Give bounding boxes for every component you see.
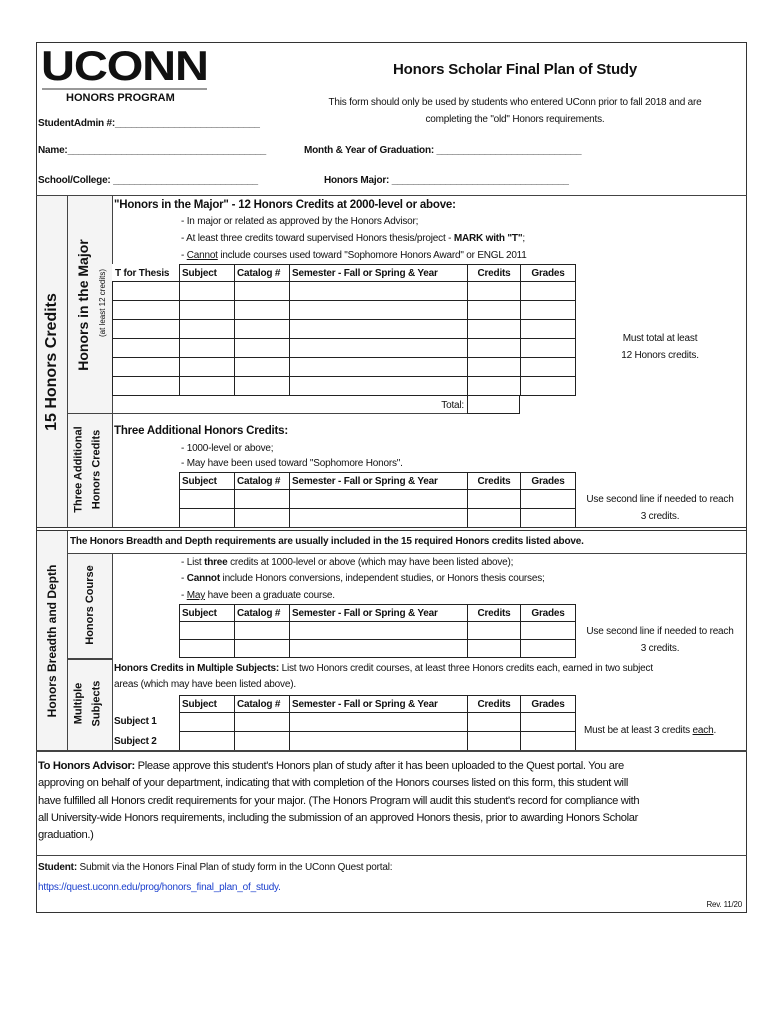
catalog-input[interactable] <box>234 319 290 339</box>
catalog-input[interactable] <box>234 731 290 751</box>
name-field[interactable]: Name:_____________________________________ <box>38 145 266 156</box>
graduation-field[interactable]: Month & Year of Graduation: ___________________________ <box>304 145 582 156</box>
section-divider <box>112 413 467 414</box>
breadth-bullet-2 <box>181 573 545 584</box>
credits-input[interactable] <box>467 639 521 658</box>
credits-input[interactable] <box>467 357 521 377</box>
catalog-input[interactable] <box>234 281 290 301</box>
additional-label-1: Three Additional <box>72 426 85 513</box>
catalog-input[interactable] <box>234 639 290 658</box>
credits-input[interactable] <box>467 731 521 751</box>
fifteen-credits-label: 15 Honors Credits <box>43 293 60 431</box>
logo-subtitle: HONORS PROGRAM <box>66 92 175 104</box>
total-credits-input[interactable] <box>467 395 520 414</box>
multiple-heading-bold: Honors Credits in Multiple Subjects: <box>114 663 280 674</box>
column-header-grades: Grades <box>520 695 576 713</box>
advisor-label: To Honors Advisor: <box>38 760 135 772</box>
text: Please approve this student's Honors plan of study after it has been uploaded to the Quest portal. You are <box>134 760 624 772</box>
semester-input[interactable] <box>289 712 468 732</box>
thesis-input[interactable] <box>112 300 180 320</box>
grades-input[interactable] <box>520 319 576 339</box>
semester-input[interactable] <box>289 621 468 640</box>
multiple-heading-line2: areas (which may have been listed above). <box>114 679 296 690</box>
column-header-subject: Subject <box>179 604 235 622</box>
thesis-input[interactable] <box>112 319 180 339</box>
text: - <box>181 573 187 584</box>
grades-input[interactable] <box>520 357 576 377</box>
subject-input[interactable] <box>179 357 235 377</box>
grades-input[interactable] <box>520 281 576 301</box>
advisor-line: all University-wide Honors requirements, including the submission of an approved Honors thesis, prior to awarding Honors Scholar <box>38 811 639 824</box>
double-divider <box>36 527 747 528</box>
grades-input[interactable] <box>520 621 576 640</box>
major-heading: "Honors in the Major" - 12 Honors Credits at 2000-level or above: <box>114 199 456 211</box>
column-header-thesis: T for Thesis <box>112 264 180 282</box>
catalog-input[interactable] <box>234 357 290 377</box>
column-header-subject: Subject <box>179 695 235 713</box>
multiple-note <box>584 725 716 736</box>
multiple-subjects-label-2: Subjects <box>90 680 103 727</box>
catalog-input[interactable] <box>234 621 290 640</box>
subject-input[interactable] <box>179 621 235 640</box>
section-divider <box>36 195 747 196</box>
breadth-heading: The Honors Breadth and Depth requirements are usually included in the 15 required Honors credits listed above. <box>70 536 584 547</box>
grades-input[interactable] <box>520 376 576 396</box>
breadth-depth-label: Honors Breadth and Depth <box>45 564 59 718</box>
credits-input[interactable] <box>467 300 521 320</box>
column-header-semester: Semester - Fall or Spring & Year <box>289 695 468 713</box>
advisor-line: approving on behalf of your department, indicating that with completion of the Honors courses listed on this form, this student will <box>38 777 628 790</box>
column-header-semester: Semester - Fall or Spring & Year <box>289 264 468 282</box>
student-label: Student: <box>38 862 77 873</box>
subject-input[interactable] <box>179 489 235 509</box>
column-header-credits: Credits <box>467 472 521 490</box>
cannot-text: Cannot <box>186 250 218 261</box>
additional-note <box>575 491 745 525</box>
credits-input[interactable] <box>467 376 521 396</box>
catalog-input[interactable] <box>234 489 290 509</box>
column-header-semester: Semester - Fall or Spring & Year <box>289 604 468 622</box>
major-bullet-3 <box>181 250 527 261</box>
thesis-input[interactable] <box>112 338 180 358</box>
text: credits at 1000-level or above (which may have been listed above); <box>227 557 514 568</box>
honors-major-sublabel: (at least 12 credits) <box>98 268 107 338</box>
catalog-input[interactable] <box>234 376 290 396</box>
breadth-bullet-1 <box>181 557 513 568</box>
may-text: May <box>186 590 206 601</box>
catalog-input[interactable] <box>234 300 290 320</box>
note-line: Must total at least <box>622 333 698 344</box>
page-title: Honors Scholar Final Plan of Study <box>392 61 638 78</box>
honors-major-label: Honors in the Major <box>75 239 91 371</box>
column-header-catalog: Catalog # <box>234 264 290 282</box>
thesis-input[interactable] <box>112 281 180 301</box>
credits-input[interactable] <box>467 338 521 358</box>
semester-input[interactable] <box>289 319 468 339</box>
grades-input[interactable] <box>520 508 576 528</box>
column-header-catalog: Catalog # <box>234 604 290 622</box>
text: include courses used toward "Sophomore Honors Award" or ENGL 2011 <box>217 250 527 261</box>
side-divider <box>67 195 68 528</box>
text: . <box>713 725 717 736</box>
cannot-text: Cannot <box>186 573 220 584</box>
note-line: 3 credits. <box>640 511 680 522</box>
semester-input[interactable] <box>289 357 468 377</box>
student-instruction <box>38 862 392 873</box>
subject-input[interactable] <box>179 731 235 751</box>
student-admin-field[interactable]: StudentAdmin #:___________________________ <box>38 118 260 129</box>
major-bullet-2 <box>181 233 525 244</box>
form-subtitle-1: This form should only be used by students who entered UConn prior to fall 2018 and are <box>328 97 702 108</box>
catalog-input[interactable] <box>234 508 290 528</box>
additional-heading: Three Additional Honors Credits: <box>114 425 288 437</box>
column-header-catalog: Catalog # <box>234 695 290 713</box>
column-header-credits: Credits <box>467 695 521 713</box>
text: Submit via the Honors Final Plan of study form in the UConn Quest portal: <box>76 862 393 873</box>
thesis-input[interactable] <box>112 376 180 396</box>
text: List two Honors credit courses, at least three Honors credits each, earned in two subject <box>279 663 653 674</box>
subject-input[interactable] <box>179 712 235 732</box>
mark-with-t: MARK with "T" <box>453 233 523 244</box>
revision-label: Rev. 11/20 <box>706 900 742 909</box>
text: have been a graduate course. <box>205 590 335 601</box>
note-line: 3 credits. <box>640 643 680 654</box>
subject-input[interactable] <box>179 281 235 301</box>
grades-input[interactable] <box>520 338 576 358</box>
credits-input[interactable] <box>467 489 521 509</box>
semester-input[interactable] <box>289 376 468 396</box>
section-divider <box>67 553 747 554</box>
section-divider <box>67 658 112 660</box>
text: include Honors conversions, independent studies, or Honors thesis courses; <box>219 573 545 584</box>
subject-1-label: Subject 1 <box>114 716 157 727</box>
additional-bullet-1: - 1000-level or above; <box>181 443 274 454</box>
grades-input[interactable] <box>520 731 576 751</box>
text: - At least three credits toward supervised Honors thesis/project - <box>181 233 454 244</box>
semester-input[interactable] <box>289 731 468 751</box>
quest-portal-link[interactable]: https://quest.uconn.edu/prog/honors_final_plan_of_study. <box>38 882 281 893</box>
column-header-grades: Grades <box>520 264 576 282</box>
subject-input[interactable] <box>179 319 235 339</box>
course-note <box>575 623 745 657</box>
breadth-bullet-3 <box>181 590 335 601</box>
column-header-credits: Credits <box>467 264 521 282</box>
credits-input[interactable] <box>467 621 521 640</box>
catalog-input[interactable] <box>234 338 290 358</box>
section-divider <box>36 855 747 856</box>
semester-input[interactable] <box>289 338 468 358</box>
column-header-grades: Grades <box>520 472 576 490</box>
subject-input[interactable] <box>179 300 235 320</box>
note-line: 12 Honors credits. <box>621 350 699 361</box>
uconn-logo: UCONN <box>41 42 208 89</box>
text: Must be at least 3 credits <box>584 725 693 736</box>
semester-input[interactable] <box>289 639 468 658</box>
multiple-subjects-label-1: Multiple <box>72 682 85 725</box>
additional-label-2: Honors Credits <box>90 429 103 510</box>
text: ; <box>522 233 525 244</box>
credits-input[interactable] <box>467 281 521 301</box>
semester-input[interactable] <box>289 300 468 320</box>
side-divider <box>67 531 68 750</box>
additional-bullet-2: - May have been used toward "Sophomore Honors". <box>181 458 403 469</box>
text: - List <box>181 557 205 568</box>
total-label: Total: <box>441 400 464 411</box>
subject-2-label: Subject 2 <box>114 736 157 747</box>
logo-rule <box>42 88 207 90</box>
semester-input[interactable] <box>289 281 468 301</box>
column-header-subject: Subject <box>179 264 235 282</box>
thesis-input[interactable] <box>112 357 180 377</box>
form-subtitle-2: completing the "old" Honors requirements. <box>425 114 605 125</box>
grades-input[interactable] <box>520 712 576 732</box>
subject-input[interactable] <box>179 338 235 358</box>
subject-input[interactable] <box>179 508 235 528</box>
major-note <box>590 330 730 364</box>
section-divider <box>36 750 747 752</box>
school-field[interactable]: School/College: ___________________________ <box>38 175 258 186</box>
three-text: three <box>204 557 228 568</box>
column-header-semester: Semester - Fall or Spring & Year <box>289 472 468 490</box>
text: - <box>181 590 187 601</box>
semester-input[interactable] <box>289 489 468 509</box>
advisor-line <box>38 758 639 775</box>
column-header-credits: Credits <box>467 604 521 622</box>
grades-input[interactable] <box>520 639 576 658</box>
grades-input[interactable] <box>520 489 576 509</box>
major-field[interactable]: Honors Major: _________________________________ <box>324 175 569 186</box>
subject-input[interactable] <box>179 376 235 396</box>
subject-input[interactable] <box>179 639 235 658</box>
column-header-grades: Grades <box>520 604 576 622</box>
advisor-text <box>38 758 639 844</box>
credits-input[interactable] <box>467 508 521 528</box>
note-line: Use second line if needed to reach <box>586 626 734 637</box>
major-bullet-1: - In major or related as approved by the Honors Advisor; <box>181 216 419 227</box>
each-text: each <box>692 725 714 736</box>
double-divider <box>36 530 747 531</box>
column-header-catalog: Catalog # <box>234 472 290 490</box>
credits-input[interactable] <box>467 319 521 339</box>
catalog-input[interactable] <box>234 712 290 732</box>
grades-input[interactable] <box>520 300 576 320</box>
text: - <box>181 250 187 261</box>
column-header-subject: Subject <box>179 472 235 490</box>
honors-course-label: Honors Course <box>84 565 96 645</box>
advisor-line: graduation.) <box>38 829 94 842</box>
credits-input[interactable] <box>467 712 521 732</box>
side-divider <box>112 553 113 750</box>
multiple-heading <box>114 663 653 674</box>
note-line: Use second line if needed to reach <box>586 494 734 505</box>
advisor-line: have fulfilled all Honors credit requirements for your major. (The Honors Program will audit this student's record for compliance with <box>38 794 640 807</box>
semester-input[interactable] <box>289 508 468 528</box>
